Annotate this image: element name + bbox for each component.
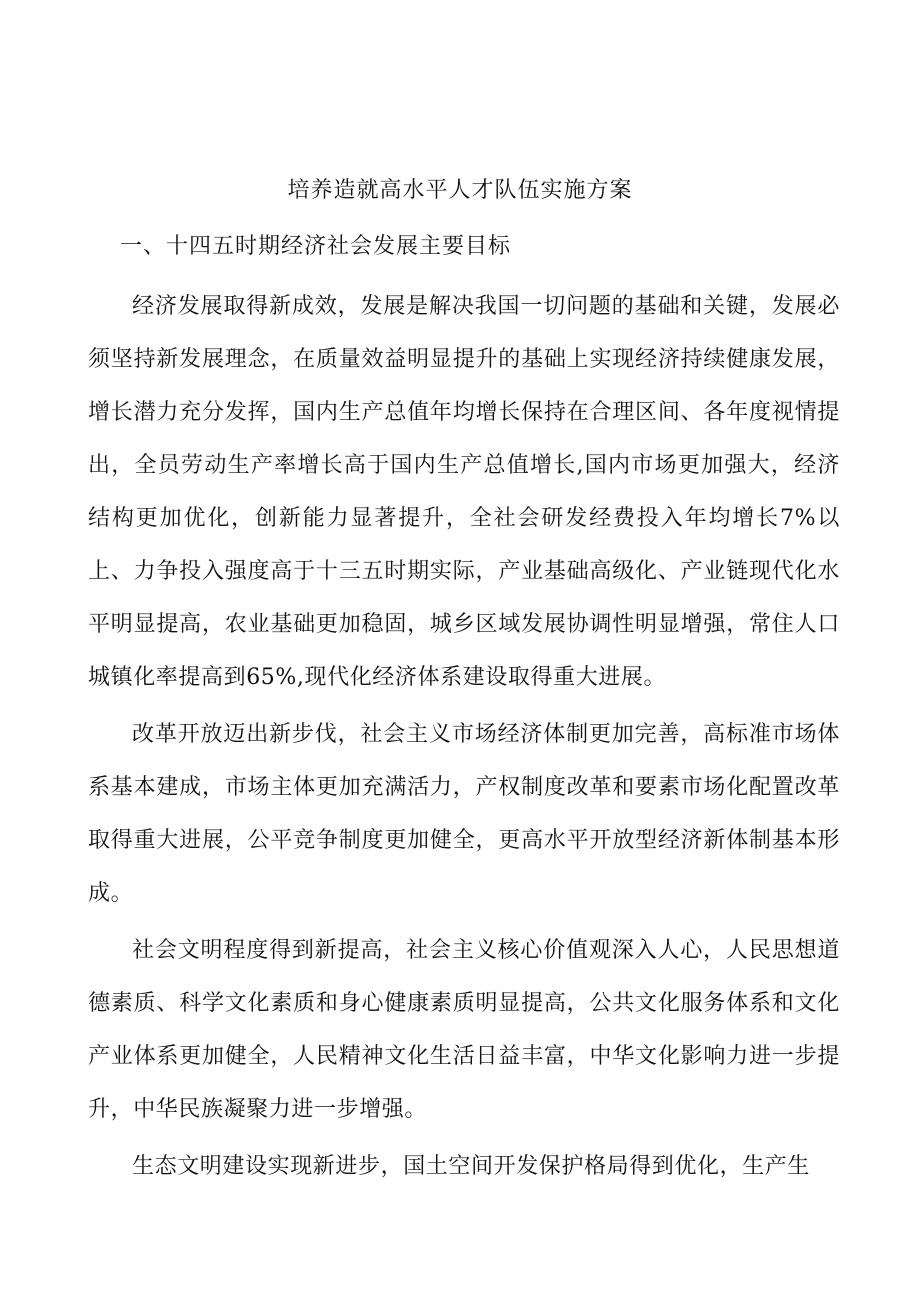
paragraph-reform-opening: 改革开放迈出新步伐，社会主义市场经济体制更加完善，高标准市场体系基本建成，市场主体更加充满活力，产权制度改革和要素市场化配置改革取得重大进展，公平竞争制度更加健全，更高水平开放型经济新体制基本形成。 [88,722,840,906]
paragraph-social-civilization: 社会文明程度得到新提高，社会主义核心价值观深入人心，人民思想道德素质、科学文化素质和身心健康素质明显提高，公共文化服务体系和文化产业体系更加健全，人民精神文化生活日益丰富，中华文化影响力进一步提升，中华民族凝聚力进一步增强。 [88,938,840,1122]
document-body [88,280,840,1197]
paragraph-economic-development: 经济发展取得新成效，发展是解决我国一切问题的基础和关键，发展必须坚持新发展理念，在质量效益明显提升的基础上实现经济持续健康发展，增长潜力充分发挥，国内生产总值年均增长保持在合理区间、各年度视情提出，全员劳动生产率增长高于国内生产总值增长,国内市场更加强大，经济结构更加优化，创新能力显著提升，全社会研发经费投入年均增长7%以上、力争投入强度高于十三五时期实际，产业基础高级化、产业链现代化水平明显提高，农业基础更加稳固，城乡区域发展协调性明显增强，常住人口城镇化率提高到65%,现代化经济体系建设取得重大进展。 [88,294,840,690]
paragraph-ecological-civilization: 生态文明建设实现新进步，国土空间开发保护格局得到优化，生产生 [132,1154,811,1179]
section-heading: 一、十四五时期经济社会发展主要目标 [120,234,512,259]
document-title: 培养造就高水平人才队伍实施方案 [287,178,633,203]
